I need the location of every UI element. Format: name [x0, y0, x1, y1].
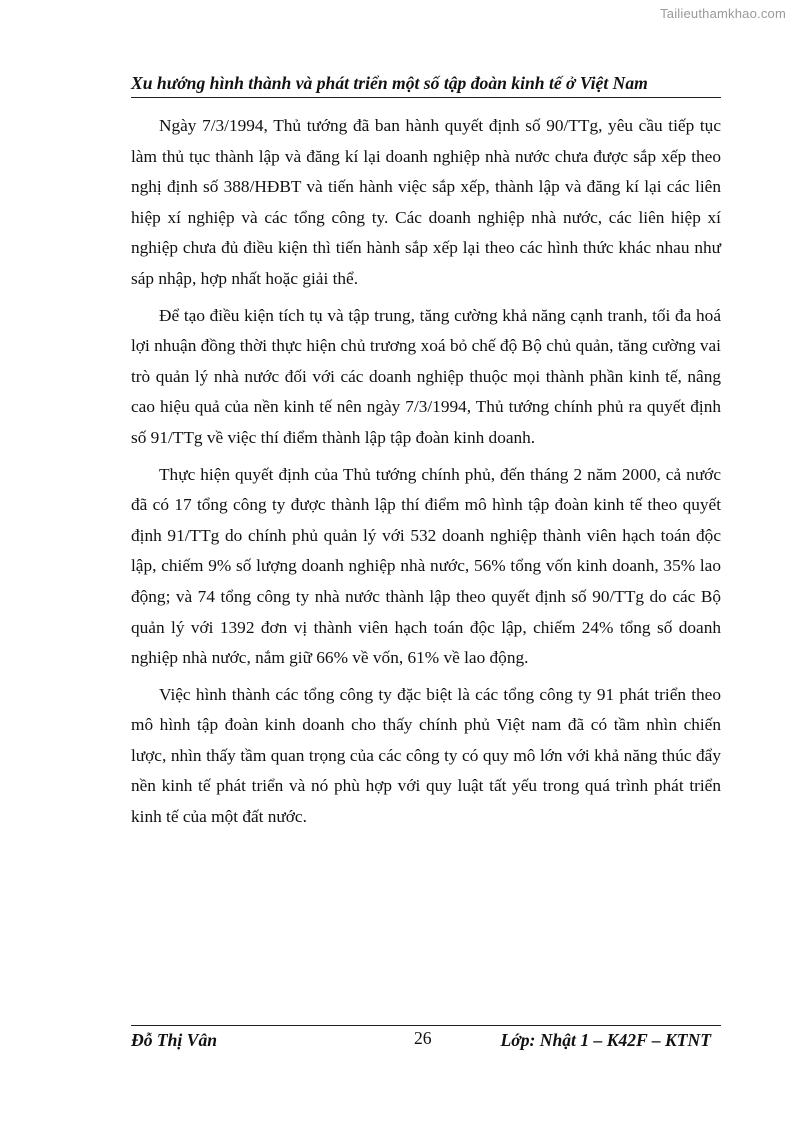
footer-class-label: Lớp: Nhật 1 – K42F – KTNT	[500, 1030, 711, 1050]
header-divider	[131, 97, 721, 98]
paragraph-2: Để tạo điều kiện tích tụ và tập trung, tăng cường khả năng cạnh tranh, tối đa hoá lợi nhuận đồng thời thực hiện chủ trương xoá bỏ chế độ Bộ chủ quản, tăng cường vai trò quản lý nhà nước đối với các doanh nghiệp thuộc mọi thành phần kinh tế, nâng cao hiệu quả của nền kinh tế nên ngày 7/3/1994, Thủ tướng chính phủ ra quyết định số 91/TTg về việc thí điểm thành lập tập đoàn kinh doanh.	[131, 305, 721, 447]
page-footer	[131, 1027, 721, 1053]
paragraph-4: Việc hình thành các tổng công ty đặc biệt là các tổng công ty 91 phát triển theo mô hình tập đoàn kinh doanh cho thấy chính phủ Việt nam đã có tầm nhìn chiến lược, nhìn thấy tầm quan trọng của các công ty có quy mô lớn với khả năng thúc đẩy nền kinh tế phát triển và nó phù hợp với quy luật tất yếu trong quá trình phát triển kinh tế của một đất nước.	[131, 684, 721, 827]
running-header-title: Xu hướng hình thành và phát triển một số tập đoàn kinh tế ở Việt Nam	[131, 73, 648, 93]
watermark-text: Tailieuthamkhao.com	[660, 6, 786, 21]
footer-author: Đỗ Thị Vân	[131, 1030, 218, 1050]
paragraph-3: Thực hiện quyết định của Thủ tướng chính phủ, đến tháng 2 năm 2000, cả nước đã có 17 tổng công ty được thành lập thí điểm mô hình tập đoàn kinh tế theo quyết định 91/TTg do chính phủ quản lý với 532 doanh nghiệp thành viên hạch toán độc lập, chiếm 9% số lượng doanh nghiệp nhà nước, 56% tổng vốn kinh doanh, 35% lao động; và 74 tổng công ty nhà nước thành lập theo quyết định số 90/TTg do các Bộ quản lý với 1392 đơn vị thành viên hạch toán độc lập, chiếm 24% tổng số doanh nghiệp nhà nước, nắm giữ 66% về vốn, 61% về lao động.	[131, 464, 721, 668]
paragraph-1: Ngày 7/3/1994, Thủ tướng đã ban hành quyết định số 90/TTg, yêu cầu tiếp tục làm thủ tục thành lập và đăng kí lại doanh nghiệp nhà nước chưa được sắp xếp theo nghị định số 388/HĐBT và tiến hành việc sắp xếp, thành lập và đăng kí lại các liên hiệp xí nghiệp và các tổng công ty. Các doanh nghiệp nhà nước, các liên hiệp xí nghiệp chưa đủ điều kiện thì tiến hành sắp xếp lại theo các hình thức khác nhau như sáp nhập, hợp nhất hoặc giải thể.	[131, 116, 721, 288]
page-number: 26	[414, 1028, 432, 1048]
body-text	[131, 111, 721, 839]
